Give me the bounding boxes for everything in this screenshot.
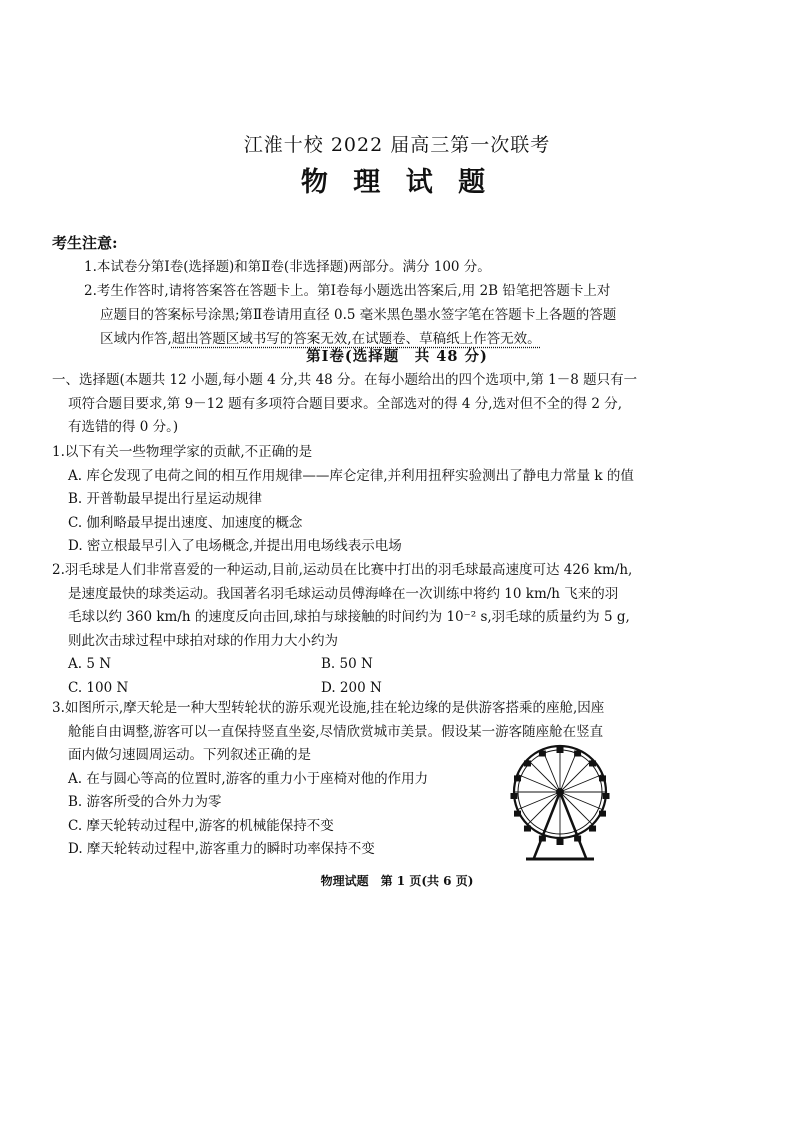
exam-title: 江淮十校 2022 届高三第一次联考 bbox=[243, 134, 551, 156]
question-3-option-a: A. 在与圆心等高的位置时,游客的重力小于座椅对他的作用力 bbox=[68, 770, 429, 787]
wheel-spoke bbox=[527, 759, 560, 792]
question-3 bbox=[52, 697, 752, 862]
ferris-wheel-figure bbox=[490, 740, 630, 862]
gondola bbox=[539, 751, 546, 757]
question-3-stem-3: 面内做匀速圆周运动。下列叙述正确的是 bbox=[68, 747, 311, 763]
question-2-stem-1: 2.羽毛球是人们非常喜爱的一种运动,目前,运动员在比赛中打出的羽毛球最高速度可达 426 km/h, bbox=[52, 562, 633, 578]
question-2-option-b: B. 50 N bbox=[321, 656, 373, 672]
intro-line-2: 项符合题目要求,第 9－12 题有多项符合题目要求。全部选对的得 4 分,选对但不全的得 2 分, bbox=[68, 395, 623, 412]
question-2-stem-2: 是速度最快的球类运动。我国著名羽毛球运动员傅海峰在一次训练中将约 10 km/h 飞来的羽 bbox=[68, 585, 619, 602]
question-3-option-b: B. 游客所受的合外力为零 bbox=[68, 794, 222, 810]
gondola bbox=[557, 747, 564, 753]
support-leg-left bbox=[534, 792, 560, 858]
gondola bbox=[603, 793, 610, 799]
exam-subject: 物 理 试 题 bbox=[300, 167, 494, 198]
question-1 bbox=[52, 441, 752, 559]
support-leg-right bbox=[560, 792, 586, 858]
question-2-options-row-1 bbox=[52, 653, 752, 677]
gondola bbox=[589, 826, 596, 832]
intro-line-1: 一、选择题(本题共 12 小题,每小题 4 分,共 48 分。在每小题给出的四个选项中,第 1－8 题只有一 bbox=[52, 372, 638, 388]
question-2-stem-4: 则此次击球过程中球拍对球的作用力大小约为 bbox=[68, 632, 338, 649]
gondola bbox=[511, 793, 518, 799]
gondola bbox=[514, 811, 521, 817]
gondola bbox=[524, 826, 531, 832]
question-1-stem: 1.以下有关一些物理学家的贡献,不正确的是 bbox=[52, 444, 313, 460]
intro-line-3: 有选错的得 0 分。) bbox=[68, 419, 179, 435]
question-1-option-d: D. 密立根最早引入了电场概念,并提出用电场线表示电场 bbox=[68, 538, 402, 554]
question-2-option-d: D. 200 N bbox=[321, 679, 382, 696]
question-3-stem-2: 舱能自由调整,游客可以一直保持竖直坐姿,尽情欣赏城市美景。假设某一游客随座舱在竖直 bbox=[68, 723, 604, 740]
section-title: 第Ⅰ卷(选择题 共 48 分) bbox=[306, 348, 488, 365]
question-2-option-c: C. 100 N bbox=[68, 679, 129, 696]
wheel-spoke bbox=[560, 792, 593, 825]
page-footer: 物理试题 第 1 页(共 6 页) bbox=[320, 874, 474, 888]
gondola bbox=[574, 751, 581, 757]
gondola bbox=[524, 760, 531, 766]
question-3-option-d: D. 摩天轮转动过程中,游客重力的瞬时功率保持不变 bbox=[68, 841, 375, 857]
question-1-option-b: B. 开普勒最早提出行星运动规律 bbox=[68, 491, 263, 507]
part1-intro bbox=[52, 369, 752, 440]
question-1-option-c: C. 伽利略最早提出速度、加速度的概念 bbox=[68, 514, 303, 531]
wheel-spoke bbox=[527, 792, 560, 825]
gondola bbox=[589, 760, 596, 766]
question-2 bbox=[52, 559, 752, 700]
notice-item-2-end: 区域内作答,超出答题区域书写的答案无效,在试题卷、草稿纸上作答无效。 bbox=[100, 331, 541, 347]
gondola bbox=[514, 775, 521, 781]
gondola bbox=[557, 839, 564, 845]
question-2-stem-3: 毛球以约 360 km/h 的速度反向击回,球拍与球接触的时间约为 10⁻² s,羽毛球的质量约为 5 g, bbox=[68, 609, 630, 625]
question-1-option-a: A. 库仑发现了电荷之间的相互作用规律——库仑定律,并利用扭秤实验测出了静电力常量 k 的值 bbox=[68, 467, 634, 484]
notice-list bbox=[84, 255, 724, 351]
notice-heading: 考生注意: bbox=[52, 234, 118, 252]
notice-item-2: 2.考生作答时,请将答案答在答题卡上。第Ⅰ卷每小题选出答案后,用 2B 铅笔把答题卡上对 bbox=[84, 283, 611, 299]
gondola bbox=[599, 811, 606, 817]
ferris-wheel-drawing bbox=[511, 746, 610, 859]
question-3-stem-1: 3.如图所示,摩天轮是一种大型转轮状的游乐观光设施,挂在轮边缘的是供游客搭乘的座舱,因座 bbox=[52, 700, 605, 716]
question-2-option-a: A. 5 N bbox=[68, 656, 112, 672]
notice-item-2-cont: 应题目的答案标号涂黑;第Ⅱ卷请用直径 0.5 毫米黑色墨水签字笔在答题卡上各题的答题 bbox=[100, 307, 617, 323]
wheel-spoke bbox=[560, 759, 593, 792]
notice-warning: 超出答题区域书写的答案无效,在试题卷、草稿纸上作答无效。 bbox=[171, 331, 541, 347]
notice-item-1: 1.本试卷分第Ⅰ卷(选择题)和第Ⅱ卷(非选择题)两部分。满分 100 分。 bbox=[84, 259, 491, 275]
gondola bbox=[599, 775, 606, 781]
question-3-option-c: C. 摩天轮转动过程中,游客的机械能保持不变 bbox=[68, 817, 334, 834]
